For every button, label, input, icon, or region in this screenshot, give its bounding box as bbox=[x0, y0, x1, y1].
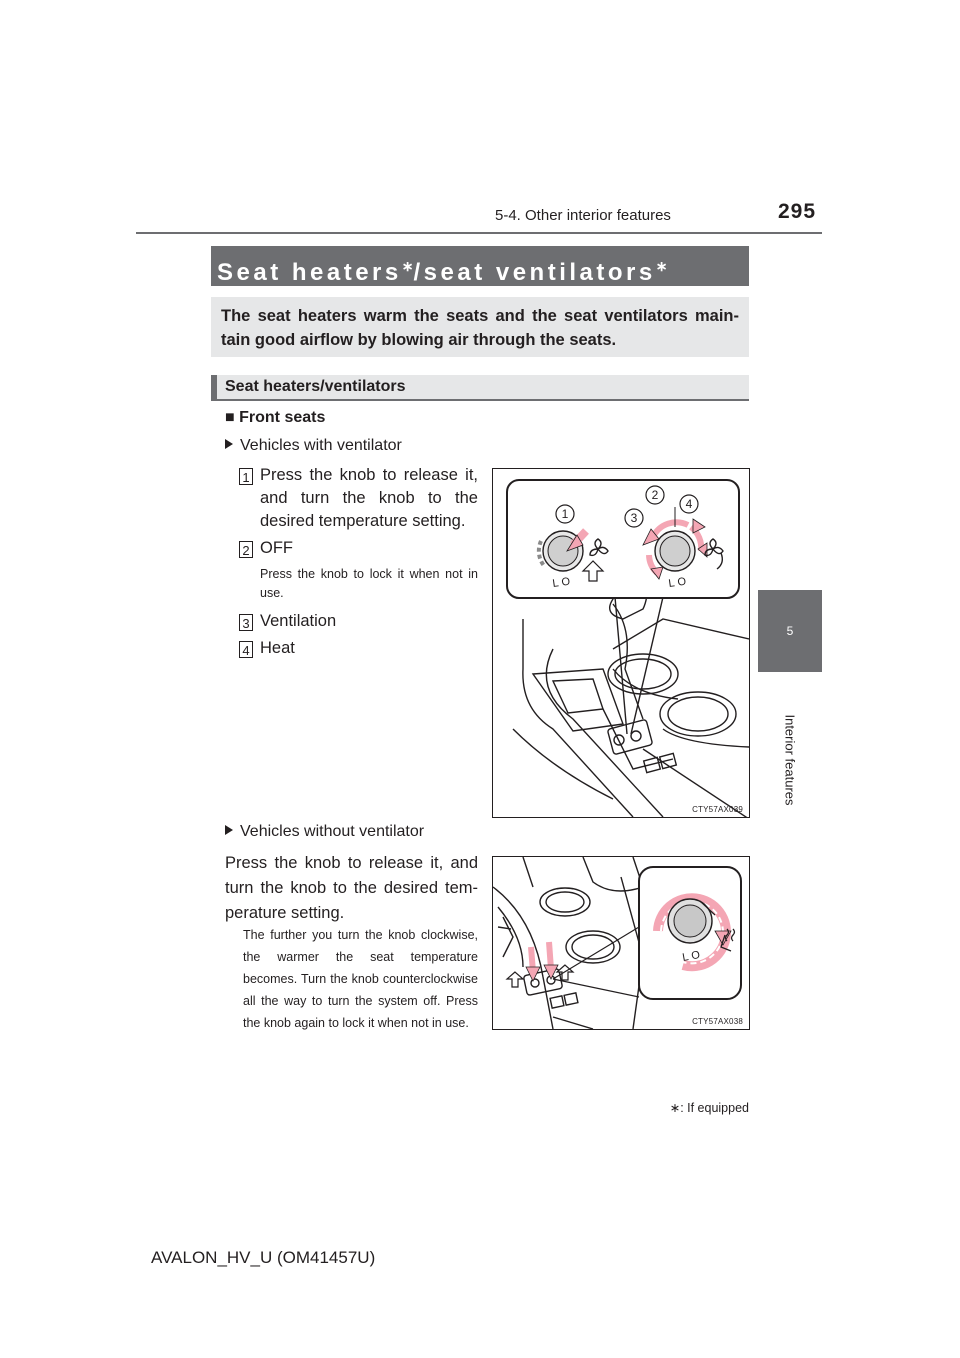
figure-2-code: CTY57AX038 bbox=[692, 1017, 743, 1026]
manual-code-footer: AVALON_HV_U (OM41457U) bbox=[151, 1248, 376, 1267]
triangle-bullet-icon bbox=[225, 825, 233, 835]
figure-1-code: CTY57AX039 bbox=[692, 805, 743, 814]
front-seats-heading bbox=[225, 409, 325, 427]
square-bullet-icon: ■ bbox=[225, 409, 235, 426]
front-seats-label: Front seats bbox=[239, 409, 326, 426]
console-heater-illustration bbox=[493, 857, 749, 1029]
chapter-tab-label-text: Interior features bbox=[782, 714, 798, 806]
subsection-heading: Seat heaters/ventilators bbox=[211, 375, 749, 401]
title-asterisk-1: ∗ bbox=[401, 258, 414, 274]
step-3-text: Ventilation bbox=[260, 612, 337, 630]
intro-box: The seat heaters warm the seats and the seat ventilators main-tain good airflow by blowing air through the seats. bbox=[211, 297, 749, 357]
with-ventilator-label: Vehicles with ventilator bbox=[240, 437, 402, 454]
footnote bbox=[670, 1100, 749, 1115]
figure-console-without-ventilator bbox=[492, 856, 750, 1030]
header-rule bbox=[136, 232, 822, 234]
step-2-text: OFF bbox=[260, 539, 293, 557]
figure-console-with-ventilator bbox=[492, 468, 750, 818]
page-title bbox=[211, 246, 749, 286]
step-4-text: Heat bbox=[260, 639, 295, 657]
chapter-tab-number: 5 bbox=[758, 590, 822, 672]
step-1-text: Press the knob to release it, and turn the knob to the desired temperature setting. bbox=[260, 466, 478, 530]
step-2-number: 2 bbox=[239, 541, 253, 558]
knob-lo-label: LO bbox=[681, 948, 704, 964]
callout-4: 4 bbox=[685, 497, 693, 511]
without-ventilator-label: Vehicles without ventilator bbox=[240, 823, 425, 840]
section-header: 5-4. Other interior features bbox=[495, 207, 671, 224]
with-ventilator-heading bbox=[225, 437, 402, 455]
knob1-lo-label: LO bbox=[551, 575, 574, 590]
title-main: Seat heaters bbox=[217, 259, 402, 286]
step-3-number: 3 bbox=[239, 614, 253, 631]
without-ventilator-heading bbox=[225, 823, 424, 841]
footnote-text: : If equipped bbox=[680, 1101, 749, 1115]
title-asterisk-2: ∗ bbox=[655, 258, 668, 274]
triangle-bullet-icon bbox=[225, 439, 233, 449]
callout-2: 2 bbox=[651, 488, 659, 502]
callout-1: 1 bbox=[561, 507, 569, 521]
step-1-number: 1 bbox=[239, 468, 253, 485]
without-ventilator-text: Press the knob to release it, and turn the knob to the desired tem-perature setting. bbox=[225, 854, 478, 922]
console-ventilator-illustration bbox=[493, 469, 749, 817]
page-number: 295 bbox=[778, 200, 817, 223]
callout-3: 3 bbox=[630, 511, 638, 525]
footnote-mark: ∗ bbox=[669, 1101, 681, 1115]
step-2-note: Press the knob to lock it when not in use. bbox=[260, 567, 478, 600]
step-4-number: 4 bbox=[239, 641, 253, 658]
title-sep: /seat ventilators bbox=[413, 259, 656, 286]
without-ventilator-note: The further you turn the knob clockwise, the warmer the seat temperature becomes. Turn the knob counterclockwise all the way to turn the system off. Press the knob again to lock it when not in use. bbox=[243, 928, 478, 1030]
knob2-lo-label: LO bbox=[667, 575, 690, 590]
chapter-tab-label bbox=[758, 680, 822, 840]
